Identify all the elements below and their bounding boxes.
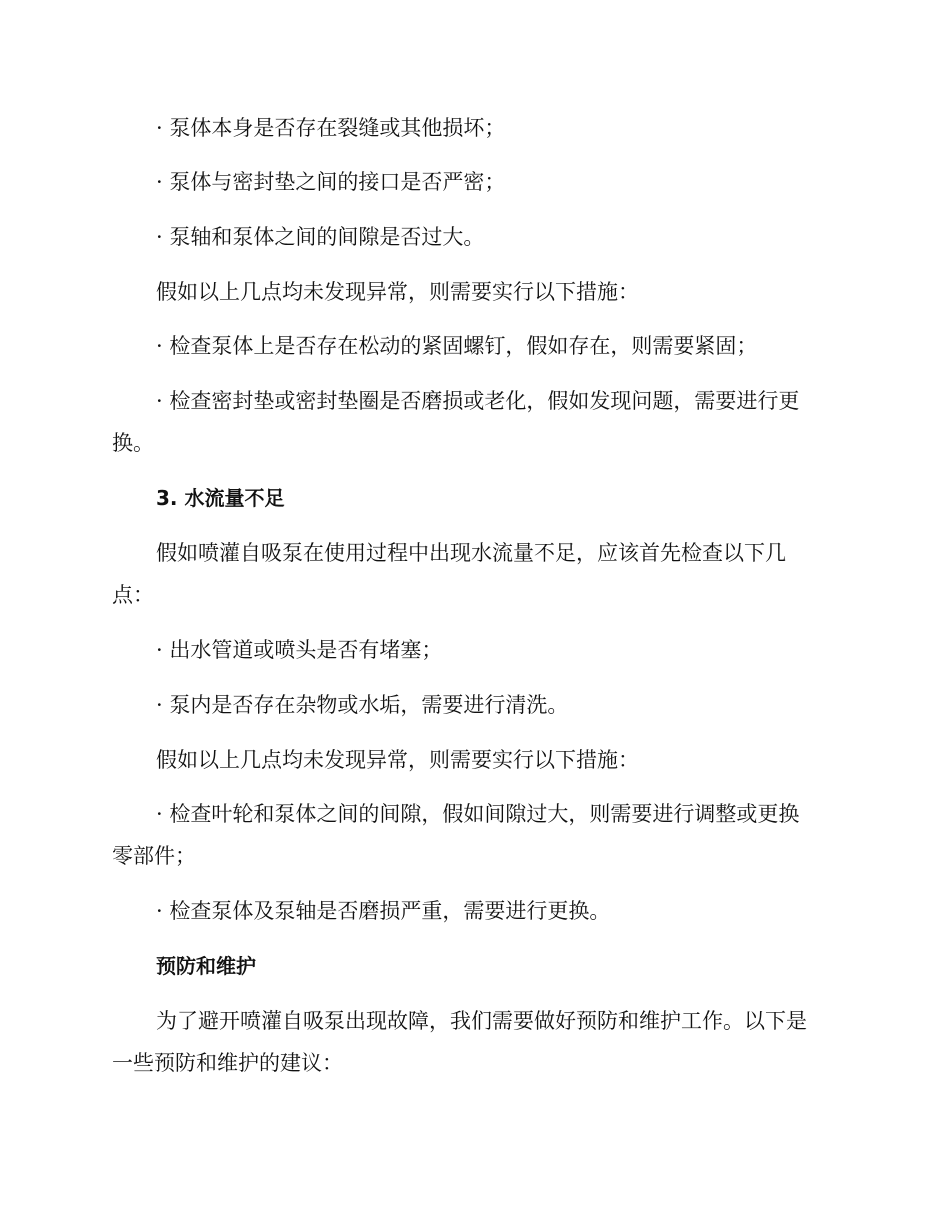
bullet-check-seal-wear: · 检查密封垫或密封垫圈是否磨损或老化，假如发现问题，需要进行更	[156, 389, 800, 413]
paragraph-low-flow-intro: 假如喷灌自吸泵在使用过程中出现水流量不足，应该首先检查以下几	[156, 541, 786, 565]
bullet-check-seal-wear-cont: 换。	[112, 431, 154, 455]
bullet-impeller-gap-cont: 零部件；	[112, 844, 196, 868]
section-heading-maintenance: 预防和维护	[156, 954, 256, 978]
bullet-shaft-gap: · 泵轴和泵体之间的间隙是否过大。	[156, 225, 485, 249]
paragraph-measures-intro-2: 假如以上几点均未发现异常，则需要实行以下措施：	[156, 748, 639, 772]
bullet-wear-replace: · 检查泵体及泵轴是否磨损严重，需要进行更换。	[156, 899, 611, 923]
bullet-pump-body-cracks: · 泵体本身是否存在裂缝或其他损坏；	[156, 116, 506, 140]
paragraph-low-flow-intro-cont: 点：	[112, 583, 154, 607]
bullet-debris-scale: · 泵内是否存在杂物或水垢，需要进行清洗。	[156, 693, 569, 717]
bullet-check-screws: · 检查泵体上是否存在松动的紧固螺钉，假如存在，则需要紧固；	[156, 334, 758, 358]
paragraph-maintenance-intro: 为了避开喷灌自吸泵出现故障，我们需要做好预防和维护工作。以下是	[156, 1009, 807, 1033]
paragraph-measures-intro-1: 假如以上几点均未发现异常，则需要实行以下措施：	[156, 280, 639, 304]
bullet-impeller-gap: · 检查叶轮和泵体之间的间隙，假如间隙过大，则需要进行调整或更换	[156, 802, 800, 826]
paragraph-maintenance-intro-cont: 一些预防和维护的建议：	[112, 1051, 343, 1075]
section-heading-low-flow: 3. 水流量不足	[156, 486, 285, 510]
bullet-pipe-blockage: · 出水管道或喷头是否有堵塞；	[156, 638, 443, 662]
bullet-pump-seal-interface: · 泵体与密封垫之间的接口是否严密；	[156, 170, 506, 194]
